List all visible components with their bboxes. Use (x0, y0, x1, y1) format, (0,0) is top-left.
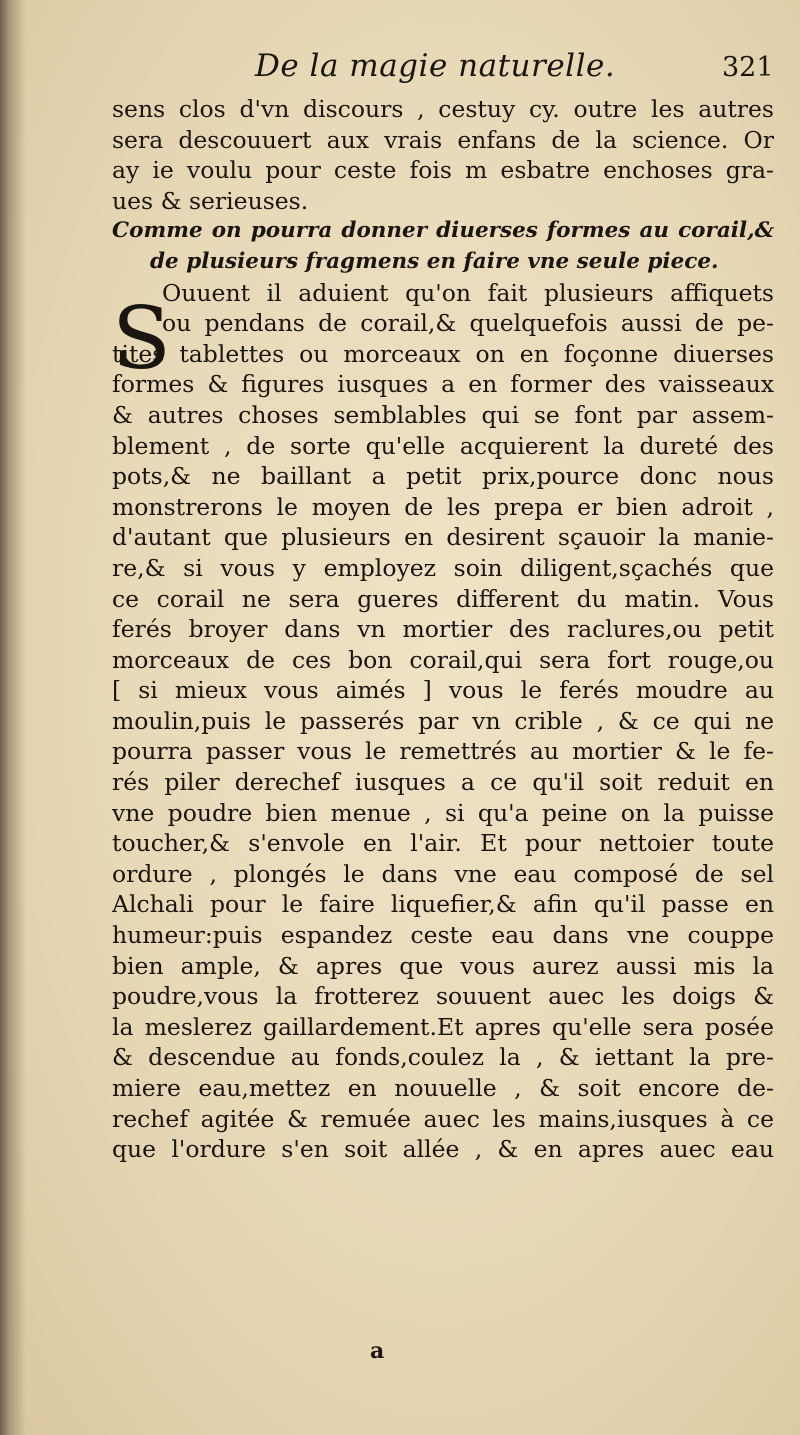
text-line: ferés broyer dans vn mortier des raclures,ou petit (112, 615, 774, 644)
heading-line: Comme on pourra donner diuerses formes au corail,& (112, 218, 774, 244)
text-line: humeur:puis espandez ceste eau dans vne couppe (112, 921, 774, 950)
text-line: sera descouuert aux vrais enfans de la science. Or (112, 125, 774, 154)
text-line: tites tablettes ou morceaux on en foçonne diuerses (112, 339, 774, 368)
chapter-body (112, 278, 774, 1165)
chapter-heading (112, 216, 774, 277)
text-line: ou pendans de corail,& quelquefois aussi de pe- (162, 309, 774, 338)
text-line: vne poudre bien menue , si qu'a peine on la puisse (112, 798, 774, 827)
text-line: Ouuent il aduient qu'on fait plusieurs affiquets (162, 278, 774, 307)
text-line: Alchali pour le faire liquefier,& afin qu'il passe en (112, 890, 774, 919)
text-line: & descendue au fonds,coulez la , & iettant la pre- (112, 1043, 774, 1072)
text-line: ce corail ne sera gueres different du matin. Vous (112, 584, 774, 613)
text-line: pourra passer vous le remettrés au mortier & le fe- (112, 737, 774, 766)
text-line: moulin,puis le passerés par vn crible , & ce qui ne (112, 706, 774, 735)
text-line: sens clos d'vn discours , cestuy cy. outre les autres (112, 95, 774, 123)
text-line: rés piler derechef iusques a ce qu'il soit reduit en (112, 768, 774, 797)
text-line: [ si mieux vous aimés ] vous le ferés moudre au (112, 676, 774, 705)
text-line: que l'ordure s'en soit allée , & en apres auec eau (112, 1135, 774, 1164)
text-line: pots,& ne baillant a petit prix,pource donc nous (112, 462, 774, 491)
running-title: De la magie naturelle. (255, 48, 616, 84)
text-line: poudre,vous la frotterez souuent auec les doigs & (112, 982, 774, 1011)
text-line: formes & figures iusques a en former des vaisseaux (112, 370, 774, 399)
previous-paragraph-ending (112, 94, 774, 216)
heading-line: de plusieurs fragmens en faire vne seule piece. (150, 248, 719, 274)
text-block (112, 94, 774, 1165)
text-line: la meslerez gaillardement.Et apres qu'elle sera posée (112, 1012, 774, 1041)
text-line: bien ample, & apres que vous aurez aussi mis la (112, 951, 774, 980)
text-line: & autres choses semblables qui se font par assem- (112, 400, 774, 429)
text-line: rechef agitée & remuée auec les mains,iusques à ce (112, 1104, 774, 1133)
text-line: ay ie voulu pour ceste fois m esbatre enchoses gra- (112, 156, 774, 185)
drop-cap: S (112, 289, 171, 389)
text-line: miere eau,mettez en nouuelle , & soit encore de- (112, 1074, 774, 1102)
page-gutter-shadow (0, 0, 26, 1435)
text-line: monstrerons le moyen de les prepa er bien adroit , (112, 492, 774, 521)
text-line: d'autant que plusieurs en desirent sçauoir la manie- (112, 523, 774, 552)
signature-mark: a (370, 1338, 385, 1364)
text-line: morceaux de ces bon corail,qui sera fort rouge,ou (112, 645, 774, 674)
text-line: re,& si vous y employez soin diligent,sçachés que (112, 553, 774, 582)
running-head (0, 48, 800, 88)
page-number: 321 (722, 52, 774, 83)
text-line: toucher,& s'envole en l'air. Et pour nettoier toute (112, 829, 774, 858)
text-line: blement , de sorte qu'elle acquierent la dureté des (112, 431, 774, 460)
text-line: ues & serieuses. (112, 186, 309, 215)
text-line: ordure , plongés le dans vne eau composé de sel (112, 859, 774, 888)
